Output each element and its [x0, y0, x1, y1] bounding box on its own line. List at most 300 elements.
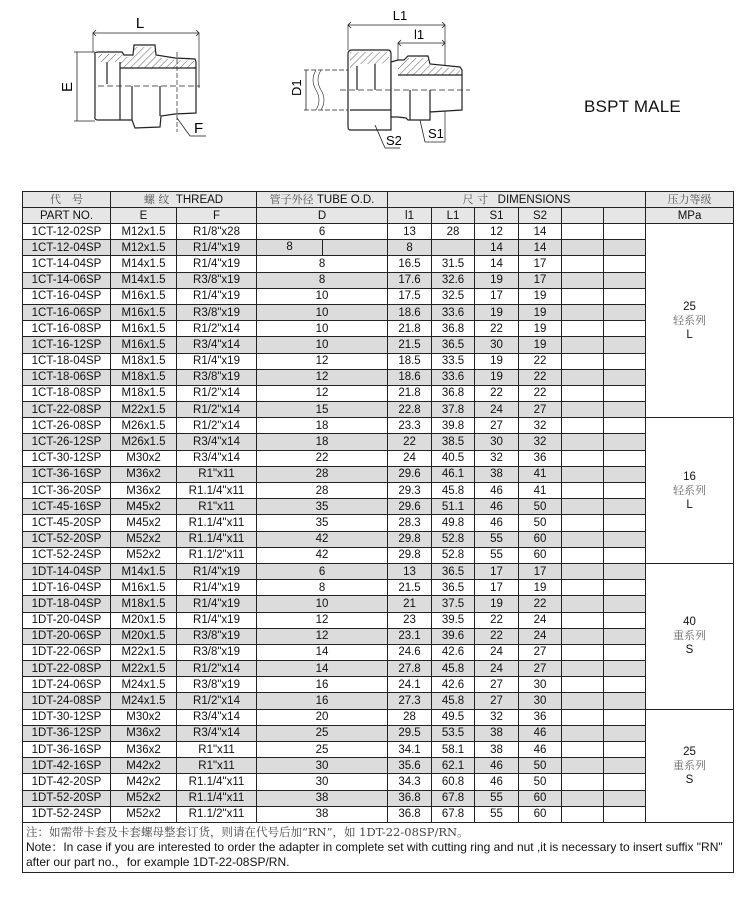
cell-s2: 19 [519, 304, 562, 320]
cell-l1-small: 34.3 [388, 774, 432, 790]
cell-blank-1 [562, 806, 604, 822]
cell-thread-e: M22x1.5 [111, 644, 177, 660]
cell-part-no: 1CT-16-04SP [23, 288, 111, 304]
cell-blank-2 [604, 240, 646, 256]
cell-blank-1 [562, 758, 604, 774]
cell-s2: 27 [519, 402, 562, 418]
spec-table [22, 191, 734, 873]
cell-s1: 46 [475, 499, 519, 515]
cell-tube-od: 8 [257, 580, 388, 596]
cell-tube-od: 12 [257, 628, 388, 644]
cell-thread-f: R3/4"x14 [177, 709, 257, 725]
table-row [23, 483, 734, 499]
cell-part-no: 1DT-14-04SP [23, 563, 111, 579]
cell-s1: 46 [475, 483, 519, 499]
cell-thread-f: R1/2"x14 [177, 693, 257, 709]
cell-blank-1 [562, 644, 604, 660]
cell-blank-1 [562, 693, 604, 709]
cell-thread-f: R1/4"x19 [177, 353, 257, 369]
cell-blank-1 [562, 353, 604, 369]
cell-s1: 38 [475, 742, 519, 758]
cell-blank-2 [604, 288, 646, 304]
cell-l1-small: 36.8 [388, 790, 432, 806]
table-row [23, 515, 734, 531]
pressure-group-cell [646, 563, 734, 709]
header-tube-od: 管子外径 TUBE O.D. [257, 192, 388, 208]
cell-l1-small: 18.6 [388, 369, 432, 385]
cell-blank-1 [562, 563, 604, 579]
cell-tube-od: 22 [257, 450, 388, 466]
cell-thread-e: M18x1.5 [111, 353, 177, 369]
cell-part-no: 1DT-52-20SP [23, 790, 111, 806]
adapter-drawing-left [74, 30, 206, 136]
label-L: L [135, 15, 145, 32]
cell-thread-e: M26x1.5 [111, 434, 177, 450]
table-row [23, 742, 734, 758]
cell-s2: 36 [519, 450, 562, 466]
cell-thread-e: M20x1.5 [111, 612, 177, 628]
table-row [23, 402, 734, 418]
cell-l1-small: 29.8 [388, 531, 432, 547]
cell-tube-od: 30 [257, 774, 388, 790]
cell-thread-e: M36x2 [111, 483, 177, 499]
cell-tube-od: 25 [257, 742, 388, 758]
cell-blank-2 [604, 434, 646, 450]
cell-thread-e: M16x1.5 [111, 321, 177, 337]
cell-thread-f: R1.1/2"x11 [177, 806, 257, 822]
cell-L1: 37.8 [432, 402, 475, 418]
table-row [23, 466, 734, 482]
cell-thread-e: M20x1.5 [111, 628, 177, 644]
cell-l1-small: 17.6 [388, 272, 432, 288]
cell-thread-e: M42x2 [111, 774, 177, 790]
cell-blank-1 [562, 369, 604, 385]
cell-blank-2 [604, 224, 646, 240]
cell-l1-small: 13 [388, 563, 432, 579]
cell-L1: 39.8 [432, 418, 475, 434]
table-row [23, 563, 734, 579]
table-row [23, 321, 734, 337]
cell-l1-small: 27.3 [388, 693, 432, 709]
cell-blank-2 [604, 321, 646, 337]
cell-l1-small: 21.8 [388, 321, 432, 337]
cell-blank-1 [562, 337, 604, 353]
table-row [23, 547, 734, 563]
cell-s1: 17 [475, 563, 519, 579]
cell-L1: 42.6 [432, 644, 475, 660]
cell-tube-od: 6 [257, 563, 388, 579]
header-thread: 螺 纹 THREAD [111, 192, 257, 208]
cell-s2: 50 [519, 499, 562, 515]
cell-thread-e: M18x1.5 [111, 385, 177, 401]
cell-blank-1 [562, 450, 604, 466]
label-S1: S1 [428, 126, 444, 141]
cell-l1-small: 16.5 [388, 256, 432, 272]
cell-s2: 41 [519, 483, 562, 499]
cell-blank-2 [604, 499, 646, 515]
cell-L1: 40.5 [432, 450, 475, 466]
cell-s2: 14 [519, 240, 562, 256]
cell-blank-1 [562, 321, 604, 337]
cell-L1: 33.5 [432, 353, 475, 369]
cell-thread-f: R3/8"x19 [177, 644, 257, 660]
cell-tube-od-value: 8 [257, 240, 323, 255]
cell-L1: 36.8 [432, 321, 475, 337]
cell-s1: 32 [475, 450, 519, 466]
table-row [23, 224, 734, 240]
table-row [23, 288, 734, 304]
table-row [23, 612, 734, 628]
cell-l1-small: 24.1 [388, 677, 432, 693]
cell-blank-2 [604, 612, 646, 628]
cell-thread-f: R1"x11 [177, 466, 257, 482]
cell-thread-e: M52x2 [111, 806, 177, 822]
cell-L1: 45.8 [432, 693, 475, 709]
cell-s1: 46 [475, 774, 519, 790]
cell-s2: 30 [519, 693, 562, 709]
cell-l1-small: 29.6 [388, 499, 432, 515]
fitting-drawings-svg [0, 0, 750, 185]
cell-thread-f: R1.1/4"x11 [177, 790, 257, 806]
cell-part-no: 1CT-26-12SP [23, 434, 111, 450]
cell-s2: 27 [519, 661, 562, 677]
cell-l1-small: 17.5 [388, 288, 432, 304]
cell-l1-small: 22.8 [388, 402, 432, 418]
cell-blank-2 [604, 337, 646, 353]
cell-l1-small: 21.5 [388, 337, 432, 353]
cell-s2: 36 [519, 709, 562, 725]
cell-s2: 22 [519, 596, 562, 612]
cell-blank-2 [604, 369, 646, 385]
cell-part-no: 1CT-16-12SP [23, 337, 111, 353]
cell-L1: 46.1 [432, 466, 475, 482]
cell-tube-od: 20 [257, 709, 388, 725]
pressure-value: 25 [683, 745, 696, 758]
cell-tube-od: 10 [257, 288, 388, 304]
cell-blank-1 [562, 256, 604, 272]
cell-L1: 28 [432, 224, 475, 240]
header-s1: S1 [475, 208, 519, 224]
cell-L1: 32.6 [432, 272, 475, 288]
table-row [23, 418, 734, 434]
cell-tube-od: 8 [257, 272, 388, 288]
label-F: F [194, 120, 204, 137]
cell-part-no: 1DT-22-06SP [23, 644, 111, 660]
cell-L1: 49.8 [432, 515, 475, 531]
cell-tube-od: 12 [257, 385, 388, 401]
cell-blank-2 [604, 483, 646, 499]
cell-s1: 12 [475, 224, 519, 240]
cell-part-no: 1CT-18-04SP [23, 353, 111, 369]
cell-s1: 19 [475, 353, 519, 369]
header-l1-small: l1 [388, 208, 432, 224]
cell-s2: 22 [519, 385, 562, 401]
cell-L1: 45.8 [432, 661, 475, 677]
cell-s2: 24 [519, 628, 562, 644]
cell-blank-1 [562, 240, 604, 256]
cell-L1: 42.6 [432, 677, 475, 693]
cell-l1-small: 22 [388, 434, 432, 450]
cell-L1: 52.8 [432, 531, 475, 547]
cell-blank-1 [562, 774, 604, 790]
cell-l1-small: 35.6 [388, 758, 432, 774]
header-pressure-cn: 压力等级 [646, 192, 734, 208]
cell-s2: 27 [519, 644, 562, 660]
cell-thread-f: R1/2"x14 [177, 385, 257, 401]
cell-blank-2 [604, 596, 646, 612]
cell-thread-f: R1/4"x19 [177, 563, 257, 579]
cell-l1-small: 21 [388, 596, 432, 612]
cell-l1-small: 34.1 [388, 742, 432, 758]
cell-thread-f: R1"x11 [177, 499, 257, 515]
table-row [23, 644, 734, 660]
cell-blank-2 [604, 790, 646, 806]
cell-thread-e: M18x1.5 [111, 369, 177, 385]
cell-part-no: 1DT-20-04SP [23, 612, 111, 628]
cell-thread-e: M22x1.5 [111, 402, 177, 418]
cell-part-no: 1CT-14-06SP [23, 272, 111, 288]
table-row [23, 337, 734, 353]
cell-thread-f: R3/4"x14 [177, 337, 257, 353]
spec-table-body [23, 224, 734, 823]
cell-thread-f: R3/8"x19 [177, 272, 257, 288]
cell-s2: 50 [519, 774, 562, 790]
cell-L1: 62.1 [432, 758, 475, 774]
cell-s2: 30 [519, 677, 562, 693]
cell-tube-od: 38 [257, 806, 388, 822]
cell-blank-1 [562, 790, 604, 806]
cell-s2: 46 [519, 742, 562, 758]
cell-L1: 31.5 [432, 256, 475, 272]
cell-part-no: 1DT-24-06SP [23, 677, 111, 693]
fitting-type-title: BSPT MALE [584, 97, 681, 116]
cell-tube-od: 30 [257, 758, 388, 774]
cell-thread-f: R1/4"x19 [177, 256, 257, 272]
cell-thread-f: R3/8"x19 [177, 304, 257, 320]
cell-L1: 37.5 [432, 596, 475, 612]
cell-s1: 30 [475, 434, 519, 450]
cell-thread-f: R3/8"x19 [177, 369, 257, 385]
header-f: F [177, 208, 257, 224]
cell-l1-small: 29.6 [388, 466, 432, 482]
cell-s1: 22 [475, 612, 519, 628]
cell-blank-2 [604, 304, 646, 320]
cell-thread-e: M12x1.5 [111, 224, 177, 240]
pressure-group-cell [646, 709, 734, 822]
cell-blank-1 [562, 725, 604, 741]
cell-blank-1 [562, 628, 604, 644]
cell-blank-1 [562, 612, 604, 628]
cell-part-no: 1DT-22-08SP [23, 661, 111, 677]
cell-s1: 27 [475, 693, 519, 709]
cell-blank-2 [604, 774, 646, 790]
cell-thread-f: R3/4"x14 [177, 434, 257, 450]
cell-tube-od: 28 [257, 466, 388, 482]
cell-blank-2 [604, 531, 646, 547]
series-code: L [686, 328, 693, 341]
cell-s1: 14 [475, 256, 519, 272]
header-d: D [257, 208, 388, 224]
cell-thread-f: R1"x11 [177, 742, 257, 758]
cell-part-no: 1DT-30-12SP [23, 709, 111, 725]
header-blank-1 [562, 208, 604, 224]
cell-thread-e: M30x2 [111, 450, 177, 466]
adapter-drawing-right [304, 22, 470, 148]
cell-blank-2 [604, 418, 646, 434]
series-code: S [685, 644, 694, 657]
cell-blank-2 [604, 580, 646, 596]
cell-part-no: 1DT-42-20SP [23, 774, 111, 790]
header-row-sub [23, 208, 734, 224]
cell-l1-small: 23.1 [388, 628, 432, 644]
table-row [23, 304, 734, 320]
cell-part-no: 1DT-42-16SP [23, 758, 111, 774]
cell-tube-od: 14 [257, 644, 388, 660]
cell-blank-2 [604, 450, 646, 466]
cell-l1-small: 29.3 [388, 483, 432, 499]
cell-tube-od: 18 [257, 418, 388, 434]
cell-s2: 32 [519, 434, 562, 450]
cell-part-no: 1CT-52-24SP [23, 547, 111, 563]
cell-thread-f: R1.1/4"x11 [177, 531, 257, 547]
cell-L1: 33.6 [432, 304, 475, 320]
cell-tube-od: 35 [257, 515, 388, 531]
cell-thread-e: M36x2 [111, 725, 177, 741]
cell-s2: 50 [519, 515, 562, 531]
header-mpa: MPa [646, 208, 734, 224]
header-row-top [23, 192, 734, 208]
cell-L1: 36.5 [432, 337, 475, 353]
cell-blank-1 [562, 402, 604, 418]
table-row [23, 434, 734, 450]
cell-thread-e: M14x1.5 [111, 272, 177, 288]
header-part-cn: 代 号 [23, 192, 111, 208]
cell-tube-od: 38 [257, 790, 388, 806]
label-E: E [59, 81, 76, 92]
cell-L1: 49.5 [432, 709, 475, 725]
cell-thread-e: M52x2 [111, 790, 177, 806]
cell-tube-od: 10 [257, 321, 388, 337]
cell-tube-od [257, 240, 388, 256]
cell-part-no: 1CT-18-08SP [23, 385, 111, 401]
cell-part-no: 1DT-20-06SP [23, 628, 111, 644]
series-code: L [686, 498, 693, 511]
cell-tube-od: 16 [257, 693, 388, 709]
cell-s1: 22 [475, 385, 519, 401]
cell-l1-small: 28 [388, 709, 432, 725]
cell-blank-1 [562, 304, 604, 320]
cell-tube-od: 12 [257, 369, 388, 385]
cell-blank-1 [562, 515, 604, 531]
cell-tube-od: 12 [257, 612, 388, 628]
cell-thread-e: M30x2 [111, 709, 177, 725]
cell-s1: 30 [475, 337, 519, 353]
note-english: Note：In case if you are interested to order the adapter in complete set with cutting ring and nut ,it is necessary to insert suffix "RN" after our part no.，for example 1DT-22-08SP/RN. [26, 839, 723, 869]
cell-thread-e: M24x1.5 [111, 677, 177, 693]
cell-part-no: 1CT-45-16SP [23, 499, 111, 515]
cell-part-no: 1DT-36-12SP [23, 725, 111, 741]
cell-blank-1 [562, 499, 604, 515]
cell-s2: 19 [519, 580, 562, 596]
cell-l1-small: 18.5 [388, 353, 432, 369]
cell-s2: 22 [519, 353, 562, 369]
cell-L1: 67.8 [432, 806, 475, 822]
table-row [23, 693, 734, 709]
cell-s1: 46 [475, 515, 519, 531]
cell-thread-e: M42x2 [111, 758, 177, 774]
cell-blank-2 [604, 693, 646, 709]
cell-l1-small: 36.8 [388, 806, 432, 822]
cell-L1: 36.8 [432, 385, 475, 401]
table-row [23, 758, 734, 774]
cell-part-no: 1DT-16-04SP [23, 580, 111, 596]
cell-thread-f: R1/4"x19 [177, 596, 257, 612]
cell-tube-od: 25 [257, 725, 388, 741]
cell-blank-2 [604, 661, 646, 677]
cell-thread-e: M14x1.5 [111, 256, 177, 272]
table-row [23, 385, 734, 401]
cell-thread-e: M12x1.5 [111, 240, 177, 256]
cell-part-no: 1CT-18-06SP [23, 369, 111, 385]
cell-s2: 60 [519, 806, 562, 822]
cell-thread-f: R1/4"x19 [177, 580, 257, 596]
cell-s1: 55 [475, 531, 519, 547]
cell-blank-2 [604, 385, 646, 401]
cell-tube-od: 42 [257, 531, 388, 547]
cell-part-no: 1CT-52-20SP [23, 531, 111, 547]
cell-thread-f: R1.1/4"x11 [177, 515, 257, 531]
cell-s1: 24 [475, 644, 519, 660]
table-row [23, 790, 734, 806]
cell-part-no: 1CT-16-08SP [23, 321, 111, 337]
cell-blank-2 [604, 758, 646, 774]
cell-thread-f: R3/4"x14 [177, 450, 257, 466]
cell-l1-small: 18.6 [388, 304, 432, 320]
cell-blank-2 [604, 353, 646, 369]
cell-s1: 17 [475, 288, 519, 304]
cell-thread-f: R1/2"x14 [177, 661, 257, 677]
cell-thread-e: M16x1.5 [111, 337, 177, 353]
cell-blank-1 [562, 466, 604, 482]
cell-part-no: 1CT-30-12SP [23, 450, 111, 466]
cell-s1: 22 [475, 628, 519, 644]
cell-tube-od: 10 [257, 304, 388, 320]
cell-blank-1 [562, 709, 604, 725]
table-row [23, 806, 734, 822]
cell-s1: 24 [475, 661, 519, 677]
table-row [23, 353, 734, 369]
pressure-group-cell [646, 224, 734, 418]
cell-blank-2 [604, 256, 646, 272]
cell-part-no: 1CT-14-04SP [23, 256, 111, 272]
header-s2: S2 [519, 208, 562, 224]
pressure-value: 16 [683, 470, 696, 483]
cell-s2: 60 [519, 547, 562, 563]
cell-l1-small: 24 [388, 450, 432, 466]
cell-thread-e: M52x2 [111, 531, 177, 547]
cell-part-no: 1DT-24-08SP [23, 693, 111, 709]
cell-thread-e: M45x2 [111, 499, 177, 515]
cell-thread-f: R1/8"x28 [177, 224, 257, 240]
cell-thread-e: M26x1.5 [111, 418, 177, 434]
cell-blank-1 [562, 272, 604, 288]
cell-L1: 67.8 [432, 790, 475, 806]
label-L1: L1 [392, 8, 408, 23]
cell-L1: 39.5 [432, 612, 475, 628]
cell-part-no: 1CT-16-06SP [23, 304, 111, 320]
table-row [23, 531, 734, 547]
cell-blank-2 [604, 806, 646, 822]
